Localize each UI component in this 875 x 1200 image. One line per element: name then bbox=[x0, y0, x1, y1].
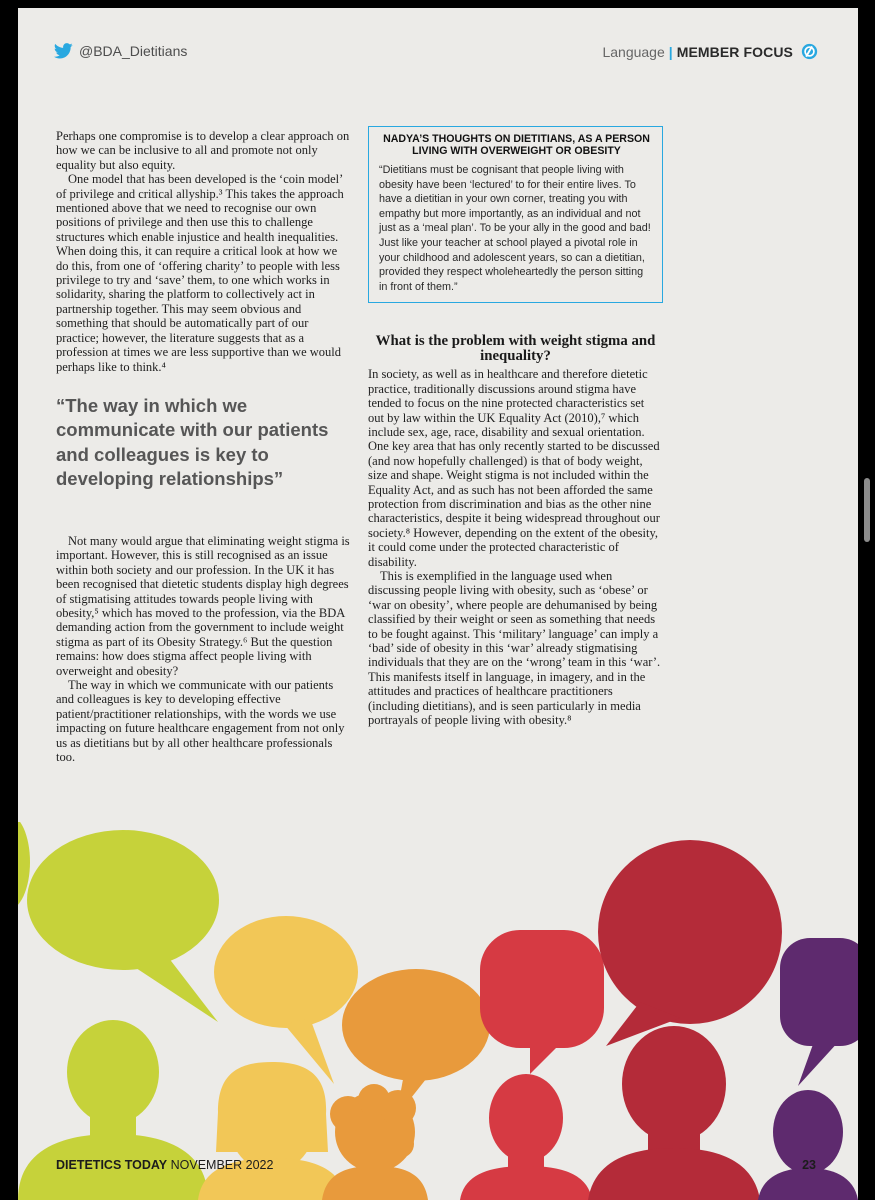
silhouette-person bbox=[198, 1062, 346, 1200]
member-focus-icon bbox=[801, 43, 818, 60]
silhouette-person bbox=[322, 1084, 428, 1200]
left-column bbox=[56, 129, 351, 764]
magazine-page bbox=[18, 8, 858, 1200]
pull-quote: “The way in which we communicate with our patients and colleagues is key to developing relationships” bbox=[56, 394, 329, 490]
silhouette-person bbox=[18, 1020, 208, 1200]
page-number: 23 bbox=[802, 1158, 816, 1172]
speech-bubble bbox=[27, 830, 219, 1022]
issue-date: NOVEMBER 2022 bbox=[170, 1158, 274, 1172]
body-paragraph: Perhaps one compromise is to develop a clear approach on how we can be inclusive to all and promote not only equality but also equity. bbox=[56, 129, 350, 172]
section-label bbox=[602, 43, 818, 60]
magazine-name: DIETETICS TODAY bbox=[56, 1158, 168, 1172]
silhouette-person bbox=[460, 1074, 592, 1200]
speech-bubbles-illustration bbox=[18, 822, 858, 1200]
thoughts-box bbox=[368, 126, 663, 303]
silhouette-person bbox=[758, 1090, 858, 1200]
body-paragraph: Not many would argue that eliminating weight stigma is important. However, this is still recognised as an issue within both society and our profession. In the UK it has been recognised that dietetic students display high degrees of stigmatising attitudes towards people living with obesity,⁵ which has moved to the profession, via the BDA demanding action from the government to include weight stigma as part of its Obesity Strategy.⁶ But the question remains: how does stigma affect people living with overweight and obesity? bbox=[56, 533, 350, 678]
speech-bubble bbox=[780, 938, 858, 1086]
right-column bbox=[368, 126, 663, 728]
body-paragraph: One model that has been developed is the ‘coin model’ of privilege and critical allyship.³ This takes the approach mentioned above that we need to recognise our own positions of privilege and then use this to challenge structures which enable injustice and health inequalities. When doing this, it can require a critical look at how we do this, from one of ‘offering charity’ to people with less privilege to try and ‘save’ them, to one which works in solidarity, sharing the platform to collectively act in partnership together. This may seem obvious and something that should be automatically part of our practice; however, the literature suggests that as a profession at times we are less supportive than we would perhaps like to think.⁴ bbox=[56, 172, 344, 374]
page-footer bbox=[56, 1158, 273, 1172]
section-separator: | bbox=[668, 43, 673, 60]
vertical-scrollbar[interactable] bbox=[864, 478, 870, 542]
body-paragraph: This is exemplified in the language used when discussing people living with obesity, such as ‘obese’ or ‘war on obesity’, where people are dehumanised by being classified by their weight or seen as something that needs to be fought against. This ‘military’ language’ can imply a ‘bad’ side of obesity in this ‘war’ already stigmatising individuals that they are on the ‘wrong’ team in this ‘war’. This manifests itself in language, in imagery, and in the attitudes and practices of healthcare practitioners (including dietitians), and is seen particularly in media portrayals of people living with obesity.⁸ bbox=[368, 569, 661, 728]
silhouette-person bbox=[588, 1026, 760, 1200]
section-name: Language bbox=[602, 43, 665, 60]
body-paragraph: The way in which we communicate with our patients and colleagues is key to developing effective patient/practitioner relationships, with the words we use impacting on future healthcare engagement from not only us as dietitians but by all other healthcare professionals too. bbox=[56, 677, 345, 764]
section-title: MEMBER FOCUS bbox=[676, 43, 793, 60]
thoughts-box-title: NADYA’S THOUGHTS ON DIETITIANS, AS A PERSON LIVING WITH OVERWEIGHT OR OBESITY bbox=[383, 133, 650, 157]
twitter-bird-icon bbox=[54, 43, 73, 59]
speech-bubble bbox=[598, 840, 782, 1046]
speech-bubble bbox=[214, 916, 358, 1084]
twitter-handle bbox=[54, 43, 187, 59]
speech-bubble bbox=[480, 930, 604, 1074]
body-paragraph: In society, as well as in healthcare and therefore dietetic practice, traditionally discussions around stigma have tended to focus on the nine protected characteristics set out by law within the UK Equality Act (2010),⁷ which include sex, age, race, disability and sexual orientation. One key area that has only recently started to be discussed (and now hopefully challenged) is that of body weight, size and shape. Weight stigma is not included within the Equality Act, and as such has not been afforded the same protection from discrimination and bias as the other nine characteristics, despite it being widespread throughout our society.⁸ However, depending on the extent of the obesity, it could come under the protected characteristic of disability. bbox=[368, 367, 660, 569]
page-header bbox=[54, 42, 818, 64]
thoughts-box-text: “Dietitians must be cognisant that people living with obesity have been ‘lectured’ to for their entire lives. To have a dietitian in your own corner, treating you with empathy but more importantly, as an individual and not just as a ‘meal plan’. To be your ally in the good and bad! Just like your teacher at school played a pivotal role in your childhood and adolescent years, so can a dietitian, provided they respect wholeheartedly the person sitting in front of them.” bbox=[379, 164, 651, 293]
twitter-handle-text: @BDA_Dietitians bbox=[79, 43, 188, 59]
section-subheading: What is the problem with weight stigma and inequality? bbox=[375, 333, 656, 365]
